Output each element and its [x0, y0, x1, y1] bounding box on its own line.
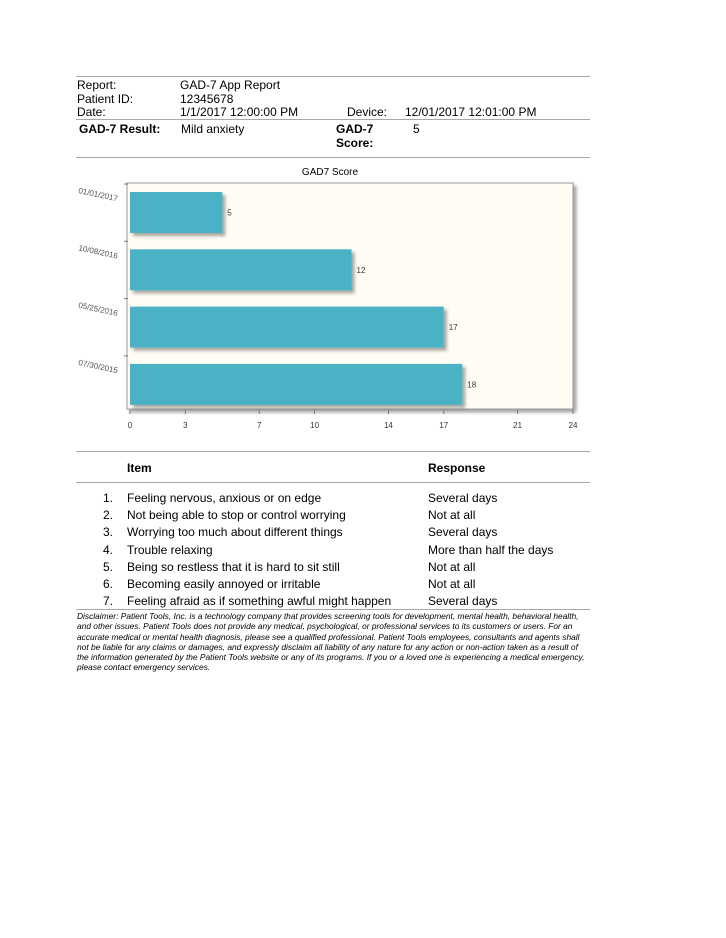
category-label: 05/25/2016 — [77, 300, 119, 318]
item-number: 6. — [102, 577, 113, 591]
result-bottom-rule — [76, 157, 590, 158]
score-value: 5 — [413, 122, 420, 136]
bar-value-label: 18 — [467, 380, 477, 390]
column-header-response: Response — [428, 461, 486, 475]
item-number: 3. — [102, 525, 113, 540]
bar-05-25-2016 — [130, 307, 444, 348]
item-response: Several days — [428, 491, 498, 505]
bar-10-08-2016 — [130, 249, 352, 290]
item-response: Not at all — [428, 559, 476, 574]
x-tick-label: 24 — [568, 421, 578, 430]
x-tick-label: 0 — [127, 421, 133, 430]
item-response: More than half the days — [428, 542, 554, 557]
category-label: 10/08/2016 — [77, 243, 119, 261]
x-tick-label: 21 — [513, 421, 523, 430]
table-bottom-rule — [76, 609, 590, 610]
item-number: 2. — [102, 508, 113, 523]
column-header-item: Item — [127, 461, 152, 475]
bar-01-01-2017 — [130, 192, 222, 233]
x-tick-label: 3 — [183, 421, 188, 430]
date-label: Date: — [77, 105, 106, 119]
item-number: 1. — [102, 491, 113, 505]
table-top-rule — [76, 451, 590, 452]
item-response: Several days — [428, 525, 498, 540]
category-label: 07/30/2015 — [77, 358, 119, 376]
item-number: 5. — [102, 559, 113, 574]
report-value: GAD-7 App Report — [180, 78, 281, 92]
header-mid-rule — [76, 119, 590, 120]
item-text: Feeling afraid as if something awful might happen — [127, 594, 392, 609]
item-response: Not at all — [428, 577, 476, 591]
patient-id-value: 12345678 — [180, 92, 234, 106]
x-tick-label: 7 — [256, 421, 262, 430]
bar-value-label: 12 — [356, 265, 366, 275]
report-label: Report: — [77, 78, 117, 92]
x-tick-label: 17 — [439, 421, 449, 430]
result-label: GAD-7 Result: — [79, 122, 161, 136]
device-value: 12/01/2017 12:01:00 PM — [405, 105, 537, 119]
bar-value-label: 17 — [448, 323, 458, 333]
item-text: Worrying too much about different things — [127, 525, 343, 540]
date-value: 1/1/2017 12:00:00 PM — [180, 105, 299, 119]
item-text: Trouble relaxing — [127, 542, 213, 557]
item-text: Not being able to stop or control worrying — [127, 508, 346, 523]
x-tick-label: 14 — [383, 421, 393, 430]
device-label: Device: — [347, 105, 388, 119]
category-label: 01/01/2017 — [77, 186, 119, 204]
bar-value-label: 5 — [227, 208, 232, 218]
result-value: Mild anxiety — [181, 122, 245, 136]
item-text: Being so restless that it is hard to sit still — [127, 559, 340, 574]
score-label-line1: GAD-7 — [336, 122, 374, 136]
score-label-line2: Score: — [336, 136, 374, 150]
item-text: Feeling nervous, anxious or on edge — [127, 491, 322, 505]
bar-07-30-2015 — [130, 364, 462, 405]
item-number: 7. — [102, 594, 113, 609]
item-response: Not at all — [428, 508, 476, 523]
disclaimer: Disclaimer: Patient Tools, Inc. is a technology company that provides screening tools for development, mental health, behavioral health, and other issues. Patient Tools does not provide any medical, psychological, or professional services to its customers or users. For an accurate medical or mental health diagnosis, please see a qualified professional. Patient Tools employees, consultants and agents shall not be liable for any claims or damages, and expressly disclaim all liability of any nature for any action or non-action taken as a result of the information generated by the Patient Tools website or any of its programs. If you or a loved one is experiencing a medical emergency, please contact emergency services. — [77, 611, 585, 673]
item-response: Several days — [428, 594, 498, 609]
chart-title: GAD7 Score — [301, 167, 359, 178]
item-number: 4. — [102, 542, 113, 557]
table-header-rule — [76, 482, 590, 483]
gad7-score-chart — [0, 160, 726, 440]
patient-id-label: Patient ID: — [77, 92, 134, 106]
x-tick-label: 10 — [310, 421, 320, 430]
item-text: Becoming easily annoyed or irritable — [127, 577, 321, 591]
header-top-rule — [76, 76, 590, 77]
